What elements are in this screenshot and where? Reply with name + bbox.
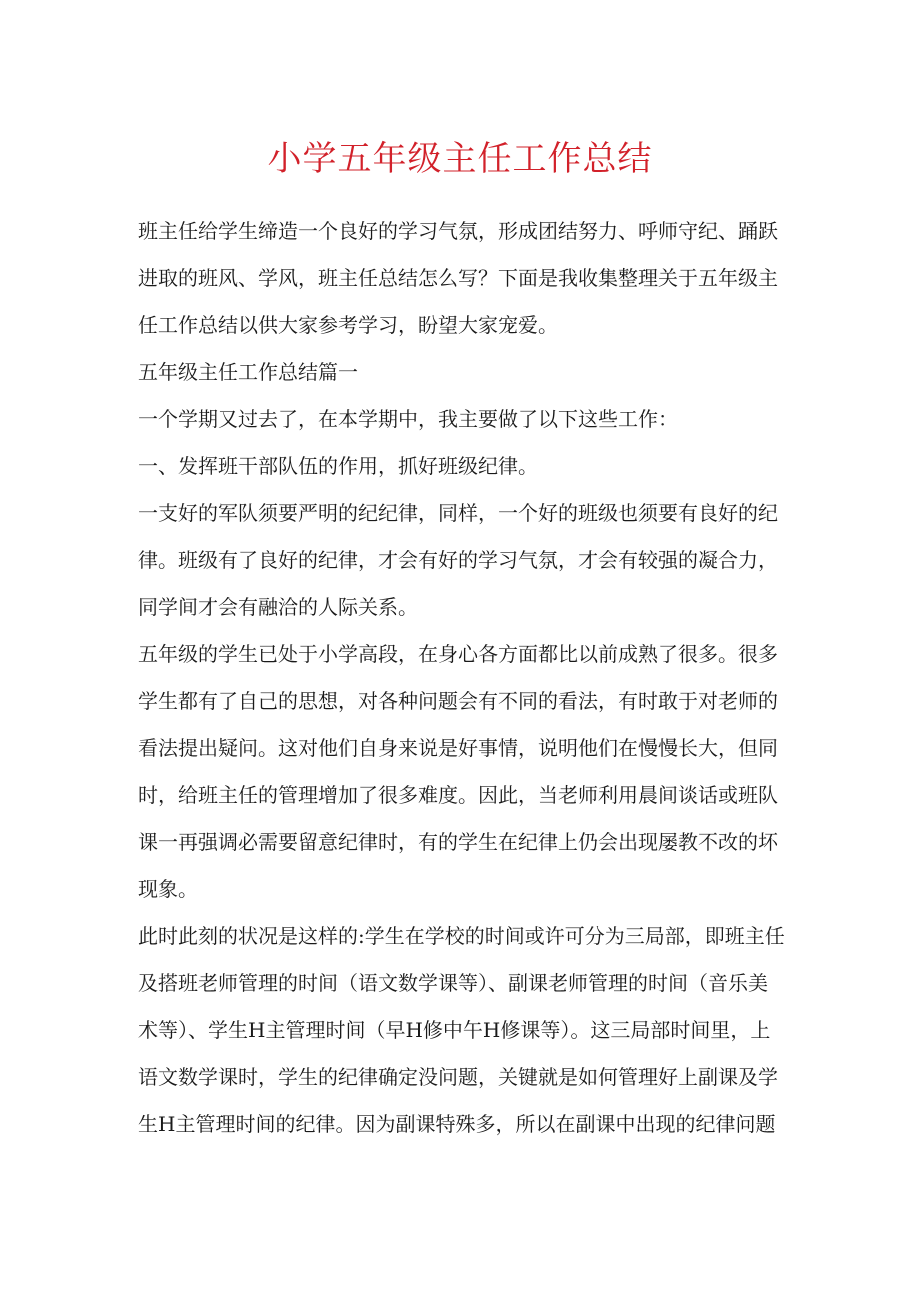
text-line: 同学间才会有融洽的人际关系。 <box>138 595 418 619</box>
document-title: 小学五年级主任工作总结 <box>267 139 653 179</box>
text-line: 任工作总结以供大家参考学习，盼望大家宠爱。 <box>138 313 558 337</box>
paragraph-opening <box>138 396 788 443</box>
text-line: 一、发挥班干部队伍的作用，抓好班级纪律。 <box>138 454 538 478</box>
text-line: 律。班级有了良好的纪律，才会有好的学习气氛，才会有较强的凝合力， <box>138 548 778 572</box>
text-line: 一支好的军队须要严明的纪纪律，同样，一个好的班级也须要有良好的纪 <box>138 501 778 525</box>
text-line: 看法提出疑问。这对他们自身来说是好事情，说明他们在慢慢长大，但同 <box>138 736 778 760</box>
paragraph-time-management <box>138 913 788 1148</box>
paragraph-discipline <box>138 490 788 631</box>
text-line: 一个学期又过去了，在本学期中，我主要做了以下这些工作： <box>138 407 678 431</box>
paragraph-fifth-grade <box>138 631 788 913</box>
text-line: 进取的班风、学风，班主任总结怎么写？下面是我收集整理关于五年级主 <box>138 266 778 290</box>
document-body <box>138 208 788 1148</box>
text-line: 学生都有了自己的思想，对各种问题会有不同的看法，有时敢于对老师的 <box>138 689 778 713</box>
text-line: 此时此刻的状况是这样的:学生在学校的时间或许可分为三局部，即班主任 <box>138 924 785 948</box>
point-heading-one <box>138 443 788 490</box>
text-line: 五年级的学生已处于小学高段，在身心各方面都比以前成熟了很多。很多 <box>138 642 778 666</box>
text-line: 生H主管理时间的纪律。因为副课特殊多，所以在副课中出现的纪律问题 <box>138 1112 776 1136</box>
section-heading <box>138 349 788 396</box>
paragraph-intro <box>138 208 788 349</box>
text-line: 及搭班老师管理的时间（语文数学课等）、副课老师管理的时间（音乐美 <box>138 971 768 995</box>
text-line: 五年级主任工作总结篇一 <box>138 360 358 384</box>
text-line: 术等）、学生H主管理时间（早H修中午H修课等）。这三局部时间里，上 <box>138 1018 771 1042</box>
text-line: 时，给班主任的管理增加了很多难度。因此，当老师利用晨间谈话或班队 <box>138 783 778 807</box>
text-line: 语文数学课时，学生的纪律确定没问题，关键就是如何管理好上副课及学 <box>138 1065 778 1089</box>
text-line: 班主任给学生缔造一个良好的学习气氛，形成团结努力、呼师守纪、踊跃 <box>138 219 778 243</box>
text-line: 课一再强调必需要留意纪律时，有的学生在纪律上仍会出现屡教不改的坏 <box>138 830 778 854</box>
text-line: 现象。 <box>138 877 198 901</box>
